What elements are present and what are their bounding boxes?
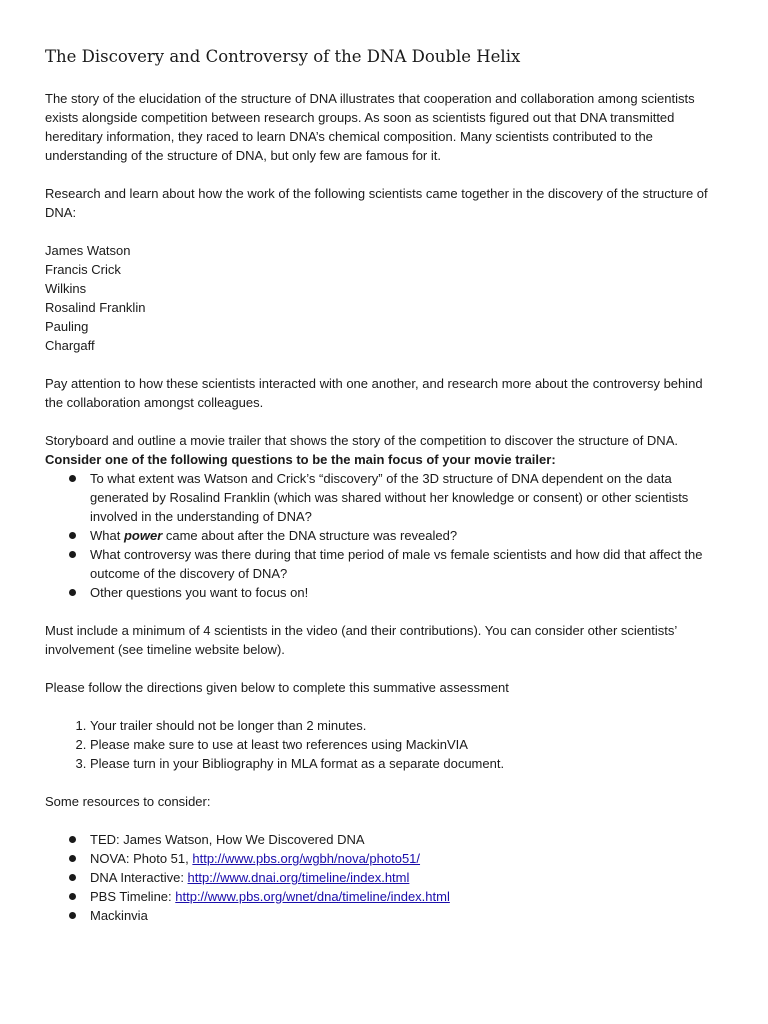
list-item <box>90 545 724 583</box>
list-item <box>90 849 724 868</box>
nova-link[interactable]: http://www.pbs.org/wgbh/nova/photo51/ <box>192 851 421 866</box>
resource-label: DNA Interactive: <box>90 870 188 885</box>
list-item <box>90 469 724 526</box>
resource-list <box>45 830 724 925</box>
scientist-name: Wilkins <box>45 281 87 296</box>
power-emphasis: power <box>123 528 163 543</box>
bullet-icon <box>69 551 76 558</box>
question-text: To what extent was Watson and Crick’s “discovery” of the 3D structure of DNA dependent on the data generated by Rosalind Franklin (which was shared without her knowledge or consent) or other scientists involved in the understanding of DNA? <box>90 471 689 524</box>
list-item <box>90 583 724 602</box>
steps-list <box>45 716 724 773</box>
question-text: What <box>90 528 124 543</box>
resource-label: NOVA: Photo 51, <box>90 851 193 866</box>
list-item <box>90 526 724 545</box>
list-item <box>90 830 724 849</box>
list-item <box>90 906 724 925</box>
research-paragraph: Research and learn about how the work of the following scientists came together in the discovery of the structure of DNA: <box>45 186 708 220</box>
resource-label: PBS Timeline: <box>90 889 176 904</box>
storyboard-bold: Consider one of the following questions to be the main focus of your movie trailer: <box>45 452 556 467</box>
scientist-name: Francis Crick <box>45 262 121 277</box>
document-title: The Discovery and Controversy of the DNA Double Helix <box>45 47 521 66</box>
bullet-icon <box>69 874 76 881</box>
scientist-name: James Watson <box>45 243 131 258</box>
list-item: 2. Please make sure to use at least two references using MackinVIA <box>90 735 724 754</box>
attention-paragraph: Pay attention to how these scientists interacted with one another, and research more about the controversy behind the collaboration amongst colleagues. <box>45 376 703 410</box>
scientist-list <box>45 241 724 355</box>
bullet-icon <box>69 532 76 539</box>
storyboard-text: Storyboard and outline a movie trailer that shows the story of the competition to discover the structure of DNA. <box>45 433 678 448</box>
question-text: What controversy was there during that time period of male vs female scientists and how did that affect the outcome of the discovery of DNA? <box>90 547 703 581</box>
scientist-name: Rosalind Franklin <box>45 300 146 315</box>
bullet-icon <box>69 912 76 919</box>
resource-text: TED: James Watson, How We Discovered DNA <box>90 832 365 847</box>
dnai-link[interactable]: http://www.dnai.org/timeline/index.html <box>187 870 410 885</box>
minimum-paragraph: Must include a minimum of 4 scientists in the video (and their contributions). You can consider other scientists’ involvement (see timeline website below). <box>45 623 677 657</box>
bullet-icon <box>69 855 76 862</box>
bullet-icon <box>69 475 76 482</box>
list-item: 3. Please turn in your Bibliography in MLA format as a separate document. <box>90 754 724 773</box>
question-list <box>45 469 724 602</box>
storyboard-paragraph <box>45 431 724 469</box>
bullet-icon <box>69 893 76 900</box>
resource-text: Mackinvia <box>90 908 148 923</box>
intro-paragraph: The story of the elucidation of the structure of DNA illustrates that cooperation and collaboration among scientists exists alongside competition between research groups. As soon as scientists figured out that DNA transmitted hereditary information, they raced to learn DNA’s chemical composition. Many scientists contributed to the understanding of the structure of DNA, but only few are famous for it. <box>45 91 695 163</box>
bullet-icon <box>69 836 76 843</box>
question-text: Other questions you want to focus on! <box>90 585 309 600</box>
directions-paragraph: Please follow the directions given below to complete this summative assessment <box>45 680 509 695</box>
list-item <box>90 868 724 887</box>
resources-heading: Some resources to consider: <box>45 794 211 809</box>
list-item: 1. Your trailer should not be longer than 2 minutes. <box>90 716 724 735</box>
bullet-icon <box>69 589 76 596</box>
scientist-name: Pauling <box>45 319 89 334</box>
pbs-timeline-link[interactable]: http://www.pbs.org/wnet/dna/timeline/index.html <box>175 889 450 904</box>
list-item <box>90 887 724 906</box>
scientist-name: Chargaff <box>45 338 95 353</box>
question-text: came about after the DNA structure was revealed? <box>162 528 458 543</box>
